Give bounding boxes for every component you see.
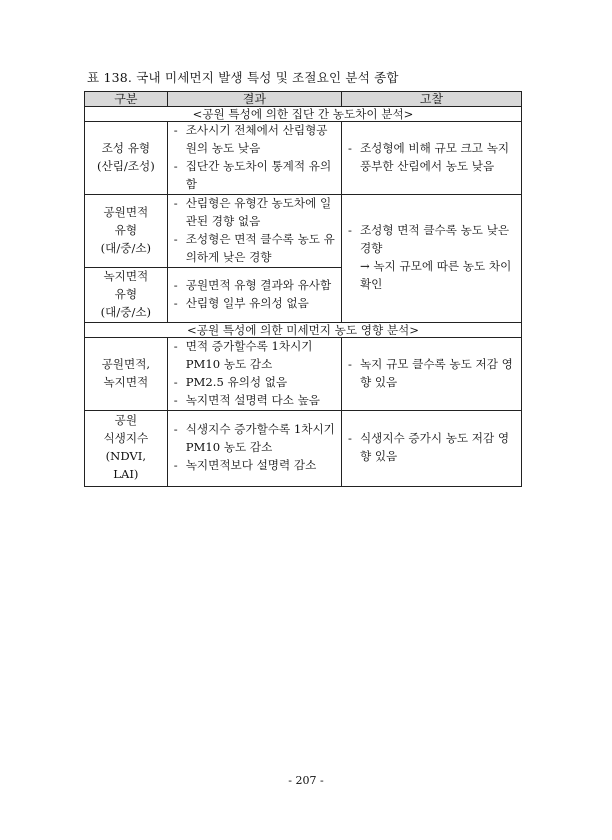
page-number: - 207 -: [288, 774, 324, 787]
result-item: - 면적 증가할수록 1차시기 PM10 농도 감소: [172, 338, 337, 374]
result-item: - 녹지면적 설명력 다소 높음: [172, 392, 337, 410]
result-item: - 식생지수 증가할수록 1차시기 PM10 농도 감소: [172, 421, 337, 457]
discussion-item: - 조성형에 비해 규모 크고 녹지 풍부한 산림에서 농도 낮음: [346, 140, 515, 176]
header-results: 결과: [167, 92, 341, 107]
table-row: [85, 410, 522, 486]
result-item: - 산림형은 유형간 농도차에 일관된 경향 없음: [172, 195, 337, 231]
result-item: - 공원면적 유형 결과와 유사함: [172, 277, 337, 295]
result-item: - 녹지면적보다 설명력 감소: [172, 457, 337, 475]
row-category: 녹지면적 유형 (대/중/소): [85, 267, 168, 322]
section-row: [85, 107, 522, 122]
result-item: - 조성형은 면적 클수록 농도 유의하게 낮은 경향: [172, 231, 337, 267]
table-row: [85, 337, 522, 410]
row-category: 공원 식생지수 (NDVI, LAI): [85, 410, 168, 486]
row-results: [167, 122, 341, 195]
header-category: 구분: [85, 92, 168, 107]
row-category: 공원면적 유형 (대/중/소): [85, 194, 168, 267]
section-row: [85, 322, 522, 337]
row-results: [167, 410, 341, 486]
row-discussion: [341, 410, 521, 486]
result-item: - 산림형 일부 유의성 없음: [172, 295, 337, 313]
row-results: [167, 337, 341, 410]
discussion-item: - 녹지 규모 클수록 농도 저감 영향 있음: [346, 356, 515, 392]
result-item: - 조사시기 전체에서 산림형공원의 농도 낮음: [172, 122, 337, 158]
table-row: [85, 122, 522, 195]
discussion-arrow-note: → 녹지 규모에 따른 농도 차이 확인: [359, 259, 512, 292]
discussion-item: - 조성형 면적 클수록 농도 낮은 경향: [346, 222, 515, 258]
row-category: 공원면적, 녹지면적: [85, 337, 168, 410]
header-discussion: 고찰: [341, 92, 521, 107]
result-item: - PM2.5 유의성 없음: [172, 374, 337, 392]
row-results: [167, 194, 341, 267]
section-title-group-difference: <공원 특성에 의한 집단 간 농도차이 분석>: [85, 107, 522, 122]
result-item: - 집단간 농도차이 통계적 유의함: [172, 158, 337, 194]
table-row: [85, 194, 522, 267]
section-title-concentration-effect: <공원 특성에 의한 미세먼지 농도 영향 분석>: [85, 322, 522, 337]
row-discussion: [341, 194, 521, 322]
table-caption: 표 138. 국내 미세먼지 발생 특성 및 조절요인 분석 종합: [87, 70, 399, 85]
row-results: [167, 267, 341, 322]
row-discussion: [341, 122, 521, 195]
row-discussion: [341, 337, 521, 410]
discussion-item: - 식생지수 증가시 농도 저감 영향 있음: [346, 430, 515, 466]
row-category: 조성 유형 (산림/조성): [85, 122, 168, 195]
table-header-row: [85, 92, 522, 107]
summary-table: [84, 91, 522, 487]
